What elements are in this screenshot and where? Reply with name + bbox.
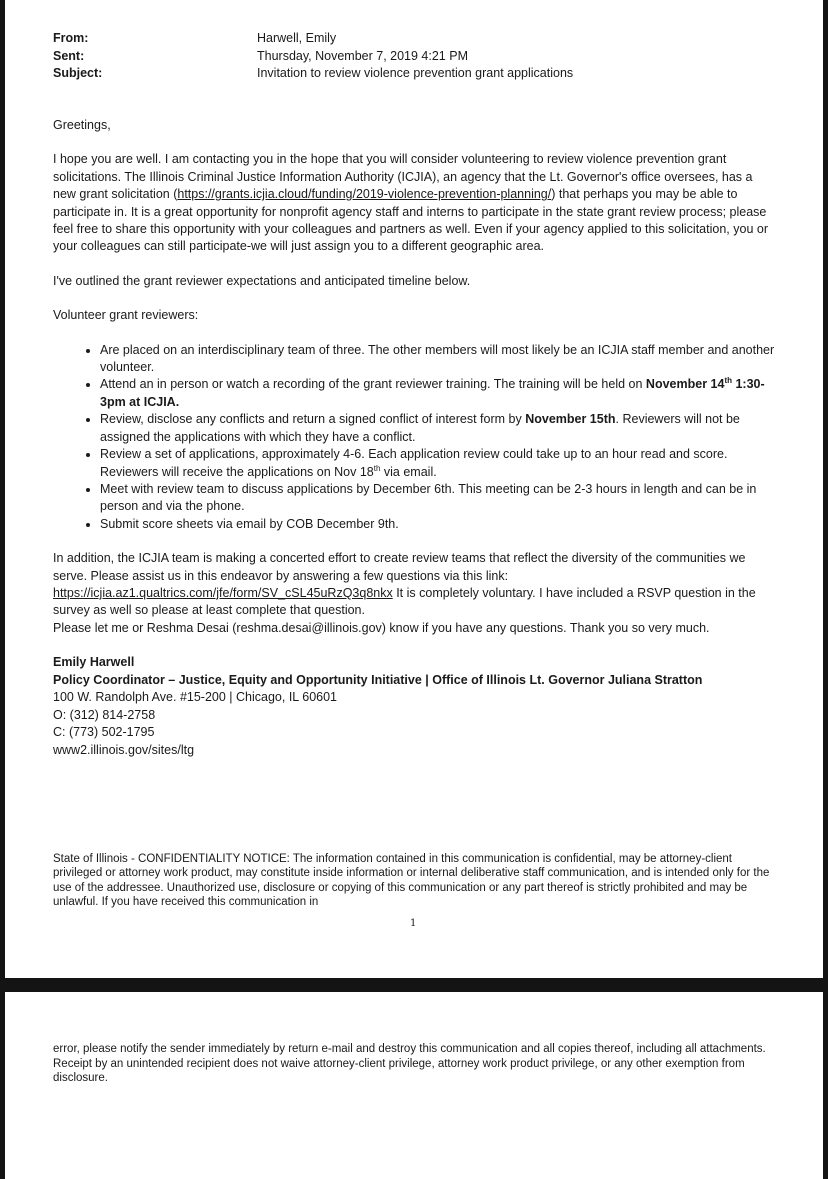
from-row [53, 30, 573, 48]
page-1 [5, 0, 823, 978]
list-item [100, 446, 775, 481]
list-item-text: via email. [380, 464, 437, 479]
intro-text-a: I hope you are well. I am contacting you in the hope that you will consider volunteering to review violence prevention grant solicitations. The Illinois Criminal Justice Information Authority (ICJIA), an agency that the Lt. Governor's office oversees, has a new grant solicitation ( [53, 152, 753, 202]
list-item-text: Attend an in person or watch a recording of the grant reviewer training. The training will be held on [100, 377, 646, 392]
signature-website[interactable]: www2.illinois.gov/sites/ltg [53, 742, 195, 757]
confidentiality-notice: State of Illinois - CONFIDENTIALITY NOTICE: The information contained in this communication is confidential, may be attorney-client privileged or attorney work product, may constitute inside information or internal deliberative staff communication, and is intended only for the use of the addressee. Unauthorized use, disclosure or copying of this communication or any part thereof is strictly prohibited and may be unlawful. If you have received this communication in [53, 853, 770, 909]
list-item-text: . Reviewers will not be assigned the applications with which they have a conflict. [100, 412, 740, 444]
email-body [53, 117, 775, 759]
page-2 [5, 992, 823, 1179]
sent-value: Thursday, November 7, 2019 4:21 PM [257, 48, 468, 63]
signature-office-phone: O: (312) 814-2758 [53, 707, 156, 722]
signature-block [53, 654, 775, 759]
from-label: From: [53, 31, 89, 45]
outline-paragraph: I've outlined the grant reviewer expectations and anticipated timeline below. [53, 273, 471, 288]
list-item [100, 411, 775, 446]
email-header [53, 30, 573, 83]
list-item-text: Review, disclose any conflicts and return a signed conflict of interest form by [100, 412, 526, 427]
list-item: • Submit score sheets via email by COB December 9th. [100, 516, 775, 533]
list-item-text: Review a set of applications, approximately 4-6. Each application review could take up to an hour read and score. Reviewers will receive the applications on Nov 18 [100, 447, 728, 479]
intro-paragraph [53, 151, 775, 255]
conflict-form-deadline: November 15th [525, 412, 616, 427]
training-date-suffix: th [724, 376, 732, 386]
from-value: Harwell, Emily [257, 31, 337, 45]
grant-solicitation-link[interactable]: https://grants.icjia.cloud/funding/2019-violence-prevention-planning/ [177, 187, 552, 202]
training-date-time: 1:30-3pm at ICJIA. [100, 377, 765, 409]
greeting: Greetings, [53, 118, 111, 132]
confidentiality-notice-continued: error, please notify the sender immediately by return e-mail and destroy this communication and all copies thereof, including all attachments. Receipt by an unintended recipient does not waive attorney-client privilege, attorney work product privilege, or any other exemption from disclosure. [53, 1043, 766, 1085]
date-suffix: th [373, 463, 381, 473]
subject-value: Invitation to review violence prevention grant applications [257, 66, 574, 80]
signature-address: 100 W. Randolph Ave. #15-200 | Chicago, IL 60601 [53, 690, 338, 705]
diversity-text-a: In addition, the ICJIA team is making a concerted effort to create review teams that reflect the diversity of the communities we serve. Please assist us in this endeavor by answering a few questions via this link: [53, 551, 746, 583]
subject-row [53, 65, 573, 83]
survey-link[interactable]: https://icjia.az1.qualtrics.com/jfe/form/SV_cSL45uRzQ3q8nkx [53, 585, 393, 600]
sent-label: Sent: [53, 48, 85, 63]
training-date-month: November 14 [645, 377, 725, 392]
intro-text-b: ) that perhaps you may be able to participate in. It is a great opportunity for nonprofit agency staff and interns to participate in the state grant review process; please feel free to share this opportunity with your colleagues and partners as well. Even if your agency applied to this solicitation, you or your colleagues can still participate-we will just assign you to a different geographic area. [53, 187, 768, 254]
subject-label: Subject: [53, 66, 103, 80]
list-item: • Are placed on an interdisciplinary team of three. The other members will most likely be an ICJIA staff member and another volunteer. [100, 342, 775, 377]
signature-title: Policy Coordinator – Justice, Equity and Opportunity Initiative | Office of Illinois Lt. Governor Juliana Stratton [53, 672, 703, 687]
contact-paragraph: Please let me or Reshma Desai (reshma.desai@illinois.gov) know if you have any questions. Thank you so very much. [53, 620, 710, 635]
sent-row [53, 48, 573, 66]
signature-cell-phone: C: (773) 502-1795 [53, 725, 155, 740]
diversity-text-b: It is completely voluntary. I have included a RSVP question in the survey as well so please at least complete that question. [53, 585, 756, 618]
reviewer-expectations-list [53, 342, 775, 533]
diversity-paragraph [53, 550, 775, 620]
page-number: 1 [410, 918, 417, 929]
list-item [100, 376, 775, 411]
list-item: • Meet with review team to discuss applications by December 6th. This meeting can be 2-3 hours in length and can be in person and via the phone. [100, 481, 775, 516]
reviewers-heading: Volunteer grant reviewers: [53, 308, 199, 323]
signature-name: Emily Harwell [53, 655, 135, 670]
